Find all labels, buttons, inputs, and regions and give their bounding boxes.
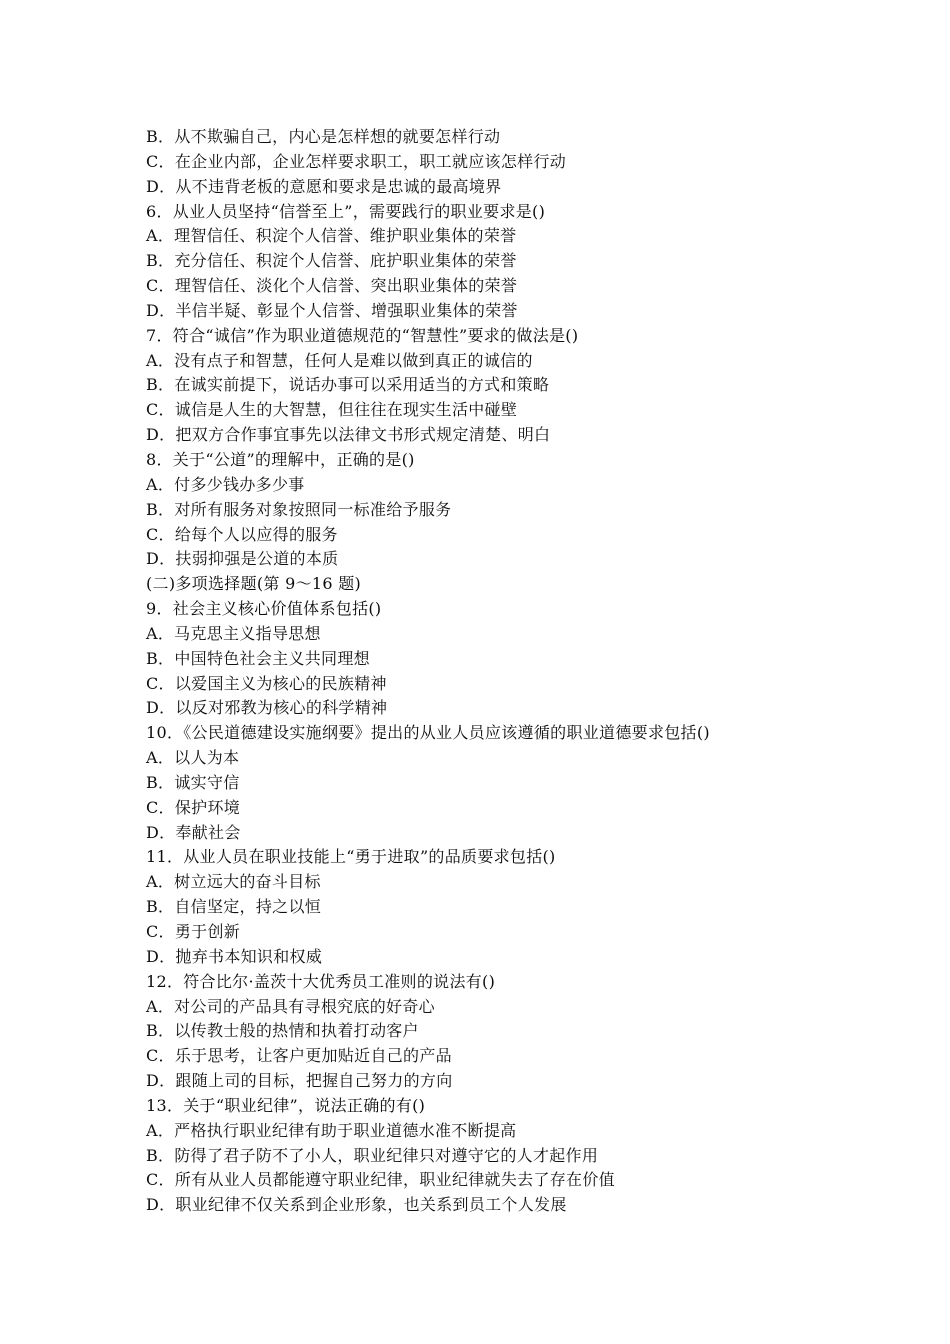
answer-option: D．跟随上司的目标，把握自己努力的方向 [146, 1071, 453, 1091]
answer-option: D．以反对邪教为核心的科学精神 [146, 698, 388, 718]
answer-option: A．以人为本 [146, 748, 240, 768]
question-list [146, 125, 906, 1218]
answer-option: D．扶弱抑强是公道的本质 [146, 549, 339, 569]
answer-option: A．理智信任、积淀个人信誉、维护职业集体的荣誉 [146, 226, 517, 246]
answer-option: C．所有从业人员都能遵守职业纪律，职业纪律就失去了存在价值 [146, 1170, 615, 1190]
question-stem: 10．《公民道德建设实施纲要》提出的从业人员应该遵循的职业道德要求包括() [146, 723, 710, 743]
answer-option: A．马克思主义指导思想 [146, 623, 321, 643]
answer-option: C．理智信任、淡化个人信誉、突出职业集体的荣誉 [146, 276, 518, 296]
answer-option: C．乐于思考，让客户更加贴近自己的产品 [146, 1046, 452, 1066]
answer-option: D．职业纪律不仅关系到企业形象，也关系到员工个人发展 [146, 1195, 567, 1215]
answer-option: C．诚信是人生的大智慧，但往往在现实生活中碰壁 [146, 400, 518, 420]
question-stem: 7．符合“诚信”作为职业道德规范的“智慧性”要求的做法是() [146, 325, 579, 345]
answer-option: B．防得了君子防不了小人，职业纪律只对遵守它的人才起作用 [146, 1145, 599, 1165]
answer-option: C．勇于创新 [146, 922, 241, 941]
answer-option: B．以传教士般的热情和执着打动客户 [146, 1021, 419, 1041]
answer-option: B．对所有服务对象按照同一标准给予服务 [146, 499, 452, 519]
answer-option: B．诚实守信 [146, 772, 240, 792]
answer-option: C．在企业内部，企业怎样要求职工，职工就应该怎样行动 [146, 151, 567, 171]
answer-option: B．充分信任、积淀个人信誉、庇护职业集体的荣誉 [146, 251, 517, 271]
answer-option: D．把双方合作事宜事先以法律文书形式规定清楚、明白 [146, 425, 551, 445]
question-stem: 8．关于“公道”的理解中，正确的是() [146, 449, 415, 469]
answer-option: D．奉献社会 [146, 822, 241, 842]
answer-option: D．抛弃书本知识和权威 [146, 946, 323, 966]
question-stem: 6．从业人员坚持“信誉至上”，需要践行的职业要求是() [146, 201, 546, 221]
section-heading: (二)多项选择题(第 9～16 题) [146, 574, 362, 594]
answer-option: A．对公司的产品具有寻根究底的好奇心 [146, 996, 435, 1016]
answer-option: B．在诚实前提下，说话办事可以采用适当的方式和策略 [146, 375, 550, 395]
answer-option: B．从不欺骗自己，内心是怎样想的就要怎样行动 [146, 127, 501, 146]
question-stem: 13．关于“职业纪律”，说法正确的有() [146, 1095, 426, 1115]
question-stem: 9．社会主义核心价值体系包括() [146, 599, 382, 619]
answer-option: A．严格执行职业纪律有助于职业道德水准不断提高 [146, 1120, 517, 1140]
answer-option: A．树立远大的奋斗目标 [146, 872, 321, 892]
answer-option: C．以爱国主义为核心的民族精神 [146, 673, 387, 693]
answer-option: D．半信半疑、彰显个人信誉、增强职业集体的荣誉 [146, 300, 518, 320]
answer-option: A．没有点子和智慧，任何人是难以做到真正的诚信的 [146, 350, 533, 370]
answer-option: C．保护环境 [146, 797, 241, 817]
answer-option: D．从不违背老板的意愿和要求是忠诚的最高境界 [146, 176, 502, 196]
answer-option: A．付多少钱办多少事 [146, 474, 305, 494]
question-stem: 11．从业人员在职业技能上“勇于进取”的品质要求包括() [146, 847, 556, 867]
question-stem: 12．符合比尔·盖茨十大优秀员工准则的说法有() [146, 971, 496, 991]
answer-option: B．中国特色社会主义共同理想 [146, 648, 370, 668]
answer-option: C．给每个人以应得的服务 [146, 524, 338, 544]
answer-option: B．自信坚定，持之以恒 [146, 897, 322, 917]
